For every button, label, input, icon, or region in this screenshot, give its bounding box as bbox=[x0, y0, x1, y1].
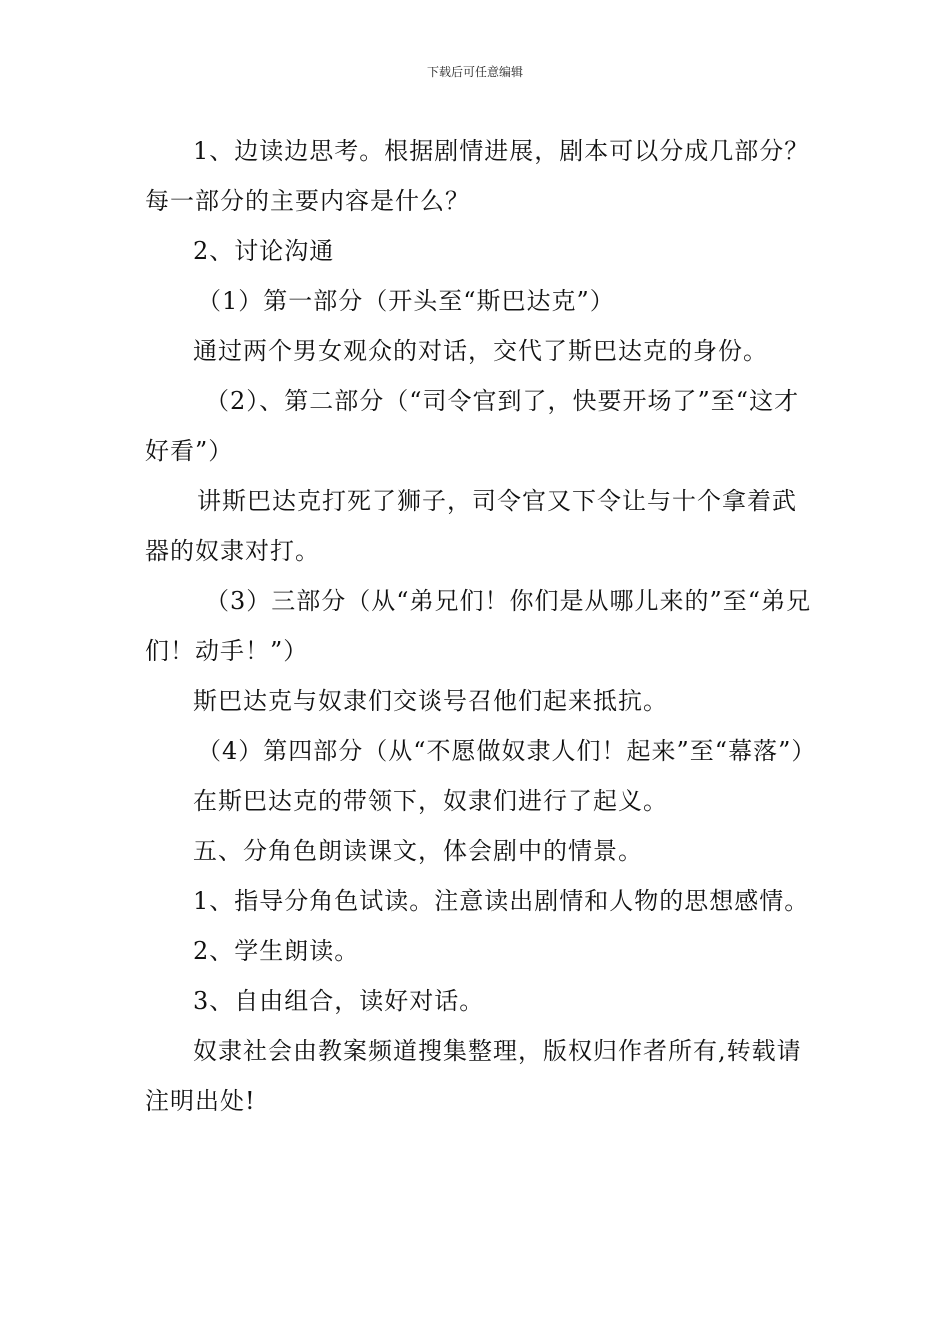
paragraph-part-three-content: 斯巴达克与奴隶们交谈号召他们起来抵抗。 bbox=[193, 687, 668, 715]
paragraph-part-one-content: 通过两个男女观众的对话，交代了斯巴达克的身份。 bbox=[193, 337, 768, 365]
paragraph-part-four-title: （4）第四部分（从“不愿做奴隶人们！起来”至“幕落”） bbox=[197, 737, 817, 765]
document-body bbox=[145, 126, 817, 1126]
paragraph-reading-question: 1、边读边思考。根据剧情进展，剧本可以分成几部分？每一部分的主要内容是什么？ bbox=[145, 137, 810, 215]
paragraph-section-five: 五、分角色朗读课文，体会剧中的情景。 bbox=[193, 837, 643, 865]
paragraph-step-one: 1、指导分角色试读。注意读出剧情和人物的思想感情。 bbox=[193, 887, 810, 915]
paragraph-part-four-content: 在斯巴达克的带领下，奴隶们进行了起义。 bbox=[193, 787, 668, 815]
paragraph-step-two: 2、学生朗读。 bbox=[193, 937, 360, 965]
paragraph-part-two-content: 讲斯巴达克打死了狮子，司令官又下令让与十个拿着武器的奴隶对打。 bbox=[145, 487, 797, 565]
paragraph-copyright-note: 奴隶社会由教案频道搜集整理，版权归作者所有,转载请注明出处! bbox=[145, 1037, 802, 1115]
paragraph-part-two-title: （2）、第二部分（“司令官到了，快要开场了”至“这才好看”） bbox=[145, 387, 800, 465]
paragraph-discussion: 2、讨论沟通 bbox=[193, 237, 335, 265]
paragraph-step-three: 3、自由组合，读好对话。 bbox=[193, 987, 485, 1015]
paragraph-part-three-title: （3）三部分（从“弟兄们！你们是从哪儿来的”至“弟兄们！动手！”） bbox=[145, 587, 812, 665]
paragraph-part-one-title: （1）第一部分（开头至“斯巴达克”） bbox=[197, 287, 615, 315]
page-header: 下载后可任意编辑 bbox=[426, 65, 523, 79]
